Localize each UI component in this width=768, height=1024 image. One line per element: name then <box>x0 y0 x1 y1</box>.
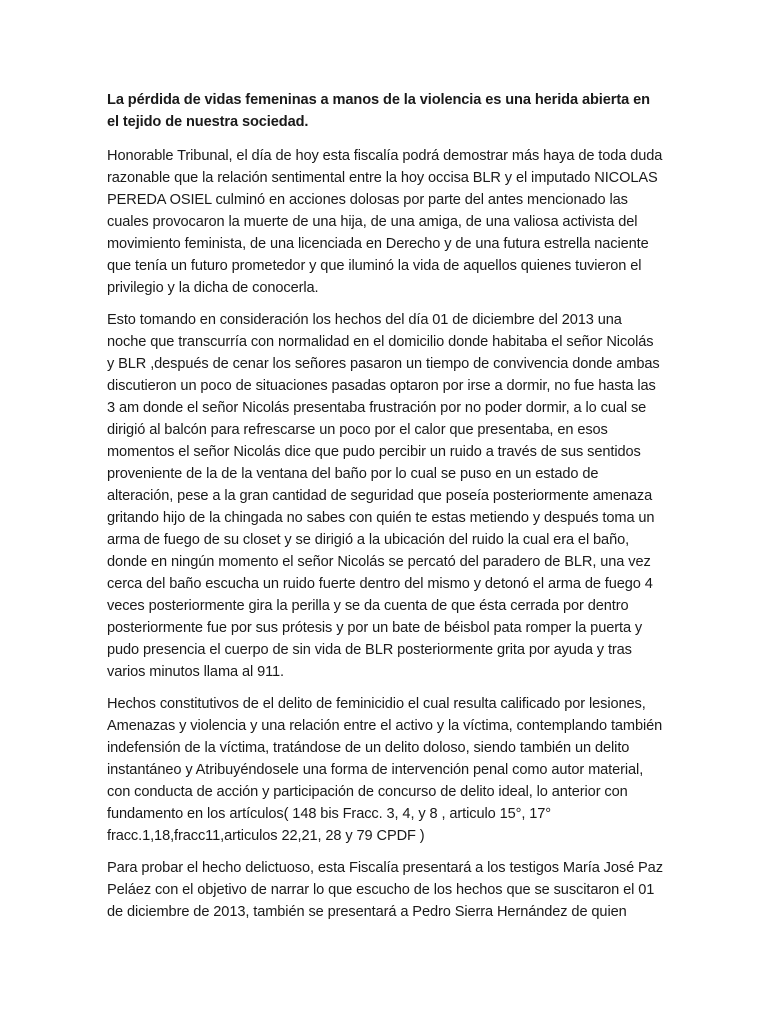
paragraph-facts: Esto tomando en consideración los hechos del día 01 de diciembre del 2013 una noche que transcurría con normalidad en el domicilio donde habitaba el señor Nicolás y BLR ,después de cenar los señores pasaron un tiempo de convivencia donde ambas discutieron un poco de situaciones pasadas optaron por irse a dormir, no fue hasta las 3 am donde el señor Nicolás presentaba frustración por no poder dormir, a lo cual se dirigió al balcón para refrescarse un poco por el calor que presentaba, en esos momentos el señor Nicolás dice que pudo percibir un ruido a través de sus sentidos proveniente de la de la ventana del baño por lo cual se puso en un estado de alteración, pese a la gran cantidad de seguridad que poseía posteriormente amenaza gritando hijo de la chingada no sabes con quién te estas metiendo y después toma un arma de fuego de su closet y se dirigió a la ubicación del ruido la cual era el baño, donde en ningún momento el señor Nicolás se percató del paradero de BLR, una vez cerca del baño escucha un ruido fuerte dentro del mismo y detonó el arma de fuego 4 veces posteriormente gira la perilla y se da cuenta de que ésta cerrada por dentro posteriormente fue por sus prótesis y por un bate de béisbol pata romper la puerta y pudo presencia el cuerpo de sin vida de BLR posteriormente grita por ayuda y tras varios minutos llama al 911. <box>107 312 660 680</box>
paragraph-legal-basis: Hechos constitutivos de el delito de feminicidio el cual resulta calificado por lesiones, Amenazas y violencia y una relación entre el activo y la víctima, contemplando también indefensión de la víctima, tratándose de un delito doloso, siendo también un delito instantáneo y Atribuyéndosele una forma de intervención penal como autor material, con conducta de acción y participación de concurso de delito ideal, lo anterior con fundamento en los artículos( 148 bis Fracc. 3, 4, y 8 , articulo 15°, 17° fracc.1,18,fracc11,articulos 22,21, 28 y 79 CPDF ) <box>107 696 663 844</box>
document-body <box>107 89 663 933</box>
paragraph-opening: Honorable Tribunal, el día de hoy esta fiscalía podrá demostrar más haya de toda duda razonable que la relación sentimental entre la hoy occisa BLR y el imputado NICOLAS PEREDA OSIEL culminó en acciones dolosas por parte del antes mencionado las cuales provocaron la muerte de una hija, de una amiga, de una valiosa activista del movimiento feminista, de una licenciada en Derecho y de una futura estrella naciente que tenía un futuro prometedor y que iluminó la vida de aquellos quienes tuvieron el privilegio y la dicha de conocerla. <box>107 148 663 296</box>
document-title: La pérdida de vidas femeninas a manos de la violencia es una herida abierta en el tejido de nuestra sociedad. <box>107 92 650 130</box>
paragraph-witnesses: Para probar el hecho delictuoso, esta Fiscalía presentará a los testigos María José Paz Peláez con el objetivo de narrar lo que escucho de los hechos que se suscitaron el 01 de diciembre de 2013, también se presentará a Pedro Sierra Hernández de quien <box>107 860 663 920</box>
